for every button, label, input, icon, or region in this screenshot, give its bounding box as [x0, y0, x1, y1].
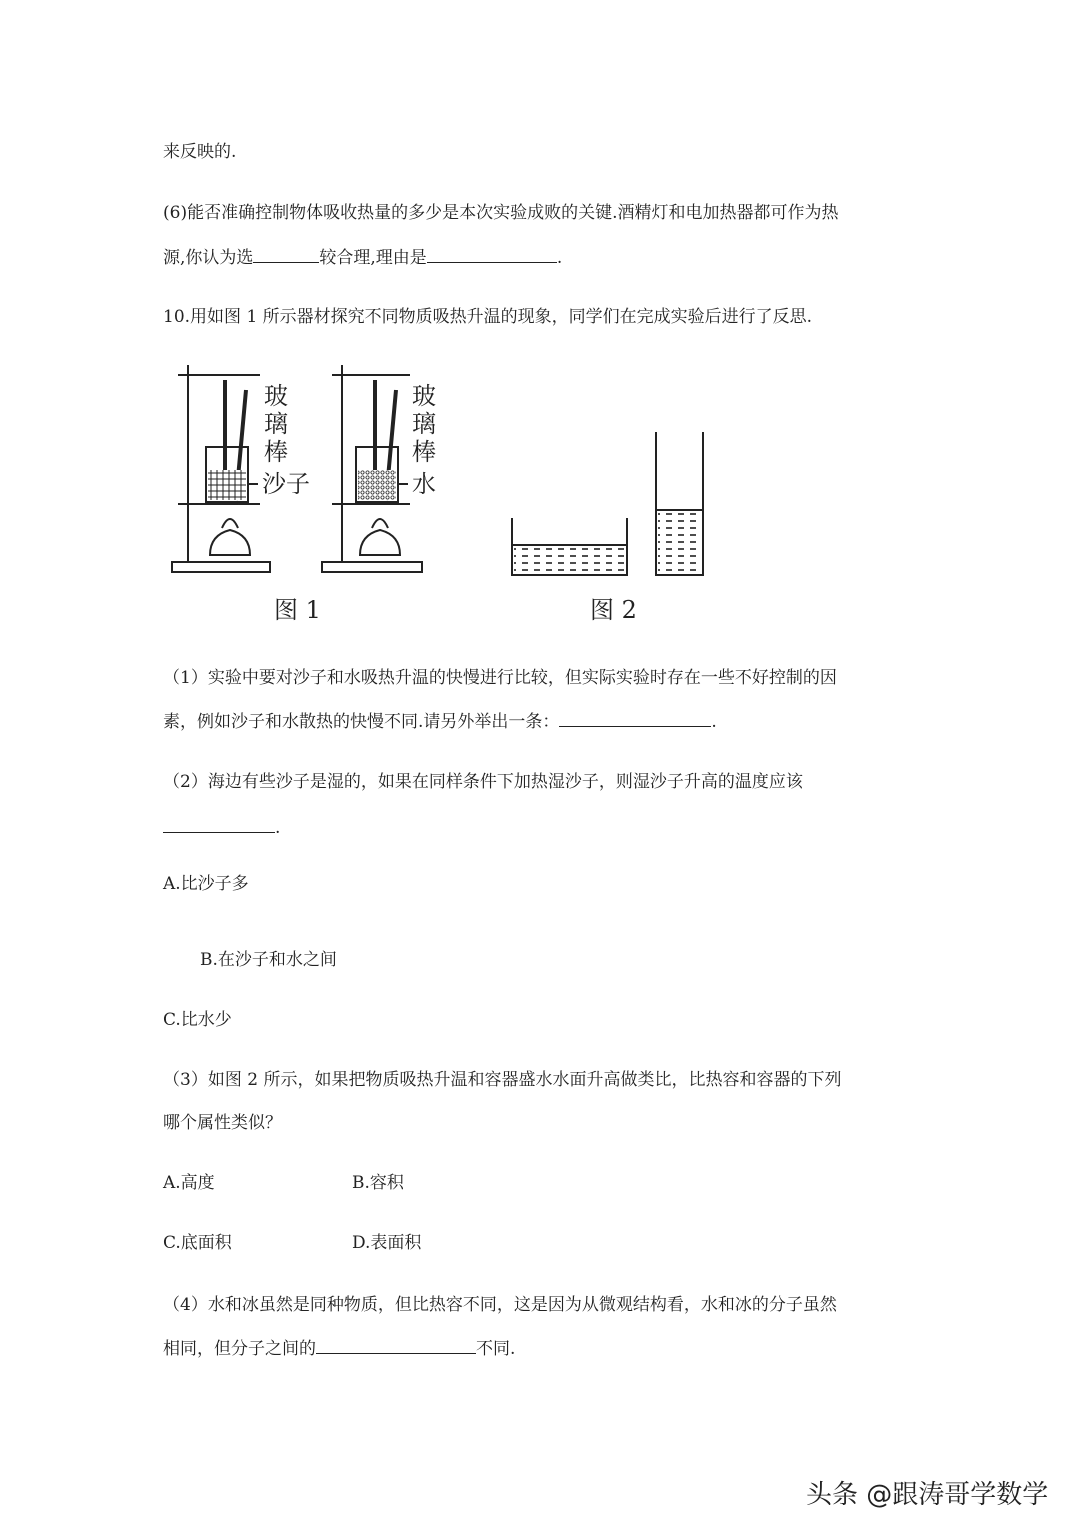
label-glass-rod: 玻: [412, 382, 436, 410]
experiment-figure: [160, 350, 720, 630]
answer-blank: [427, 244, 557, 263]
text: 较合理,理由是: [319, 248, 427, 268]
text-line: 哪个属性类似？: [163, 1113, 282, 1133]
option-a: A.比沙子多: [163, 874, 249, 894]
option-b: B.容积: [352, 1173, 404, 1193]
text-line: [163, 1335, 515, 1361]
answer-blank: [253, 244, 319, 263]
text: .: [711, 712, 717, 732]
text-line: （4）水和冰虽然是同种物质，但比热容不同，这是因为从微观结构看，水和冰的分子虽然: [163, 1295, 837, 1315]
wide-container: [512, 518, 627, 575]
text: .: [556, 248, 563, 268]
label-sand: 沙子: [262, 470, 310, 498]
label-water: 水: [412, 470, 436, 498]
caption-figure-1: 图 1: [274, 596, 321, 624]
option-b: B.在沙子和水之间: [200, 950, 337, 970]
watermark: 头条 @跟涛哥学数学: [806, 1480, 1049, 1510]
label-glass-rod: 璃: [412, 410, 436, 438]
stand-apparatus-water: [322, 365, 422, 572]
answer-blank: [163, 814, 275, 833]
text-line: (6)能否准确控制物体吸收热量的多少是本次实验成败的关键.酒精灯和电加热器都可作为热: [163, 203, 839, 223]
option-d: D.表面积: [352, 1233, 422, 1253]
text-line: [163, 708, 717, 734]
label-glass-rod: 玻: [264, 382, 288, 410]
text-line: [163, 814, 280, 840]
question-title: 10.用如图 1 所示器材探究不同物质吸热升温的现象，同学们在完成实验后进行了反思.: [163, 307, 813, 327]
narrow-container: [656, 432, 703, 575]
text: 源,你认为选: [163, 248, 254, 268]
answer-blank: [316, 1335, 476, 1354]
text: 不同.: [476, 1339, 516, 1359]
label-glass-rod: 棒: [412, 438, 436, 466]
text-line: （3）如图 2 所示，如果把物质吸热升温和容器盛水水面升高做类比，比热容和容器的下列: [163, 1070, 842, 1090]
caption-figure-2: 图 2: [590, 596, 637, 624]
option-c: C.比水少: [163, 1010, 232, 1030]
text-line: （1）实验中要对沙子和水吸热升温的快慢进行比较，但实际实验时存在一些不好控制的因: [163, 668, 837, 688]
stand-apparatus-sand: [172, 365, 270, 572]
answer-blank: [559, 708, 711, 727]
text: 相同，但分子之间的: [163, 1339, 316, 1359]
option-a: A.高度: [163, 1173, 215, 1193]
option-c: C.底面积: [163, 1233, 232, 1253]
text: 素，例如沙子和水散热的快慢不同.请另外举出一条：: [163, 712, 560, 732]
text: .: [275, 818, 281, 838]
text-line: （2）海边有些沙子是湿的，如果在同样条件下加热湿沙子，则湿沙子升高的温度应该: [163, 772, 803, 792]
label-glass-rod: 璃: [264, 410, 288, 438]
text-line: [163, 244, 562, 270]
text-line: 来反映的.: [163, 142, 237, 162]
label-glass-rod: 棒: [264, 438, 288, 466]
